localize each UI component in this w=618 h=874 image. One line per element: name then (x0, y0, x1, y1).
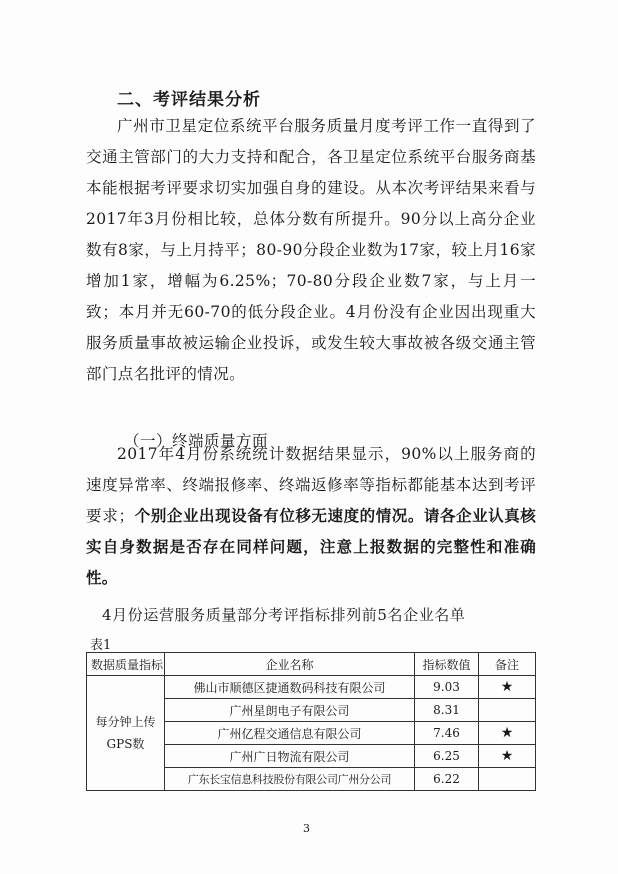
company-cell: 广州亿程交通信息有限公司 (165, 722, 415, 745)
value-cell: 6.25 (415, 745, 479, 768)
company-cell: 广州广日物流有限公司 (165, 745, 415, 768)
table-caption: 4月份运营服务质量部分考评指标排列前5名企业名单 (102, 606, 466, 624)
terminal-quality-text: 2017年4月份系统统计数据结果显示，90%以上服务商的速度异常率、终端报修率、终端返修率等指标都能基本达到考评要求； (86, 445, 536, 525)
table-row (87, 676, 536, 699)
header-value: 指标数值 (415, 653, 479, 676)
table-label: 表1 (90, 638, 112, 653)
header-note: 备注 (479, 653, 536, 676)
terminal-quality-paragraph (86, 439, 536, 594)
value-cell: 8.31 (415, 699, 479, 722)
table-header-row (87, 653, 536, 676)
value-cell: 7.46 (415, 722, 479, 745)
page-number: 3 (303, 822, 310, 835)
company-cell: 广州星朗电子有限公司 (165, 699, 415, 722)
note-star-icon: ★ (479, 745, 536, 768)
subsection-heading: （一）终端质量方面 (124, 432, 269, 450)
value-cell: 9.03 (415, 676, 479, 699)
note-cell (479, 768, 536, 791)
indicator-line2: GPS数 (106, 737, 145, 751)
header-company: 企业名称 (165, 653, 415, 676)
section-heading: 二、考评结果分析 (117, 90, 261, 110)
analysis-paragraph: 广州市卫星定位系统平台服务质量月度考评工作一直得到了交通主管部门的大力支持和配合，各卫星定位系统平台服务商基本能根据考评要求切实加强自身的建设。从本次考评结果来看与2017年3月份相比较，总体分数有所提升。90分以上高分企业数有8家，与上月持平；80-90分段企业数为17家，较上月16家增加1家，增幅为6.25%；70-80分段企业数7家，与上月一致；本月并无60-70的低分段企业。4月份没有企业因出现重大服务质量事故被运输企业投诉，或发生较大事故被各级交通主管部门点名批评的情况。 (86, 117, 536, 383)
indicator-line1: 每分钟上传 (95, 715, 156, 729)
note-star-icon: ★ (479, 676, 536, 699)
company-cell: 广东长宝信息科技股份有限公司广州分公司 (165, 768, 415, 791)
indicator-cell (87, 676, 165, 791)
ranking-table (86, 652, 536, 791)
terminal-quality-bold-text: 个别企业出现设备有位移无速度的情况。请各企业认真核实自身数据是否存在同样问题，注意上报数据的完整性和准确性。 (86, 507, 536, 587)
note-cell (479, 699, 536, 722)
header-indicator: 数据质量指标 (87, 653, 165, 676)
company-cell: 佛山市顺德区捷通数码科技有限公司 (165, 676, 415, 699)
value-cell: 6.22 (415, 768, 479, 791)
note-star-icon: ★ (479, 722, 536, 745)
